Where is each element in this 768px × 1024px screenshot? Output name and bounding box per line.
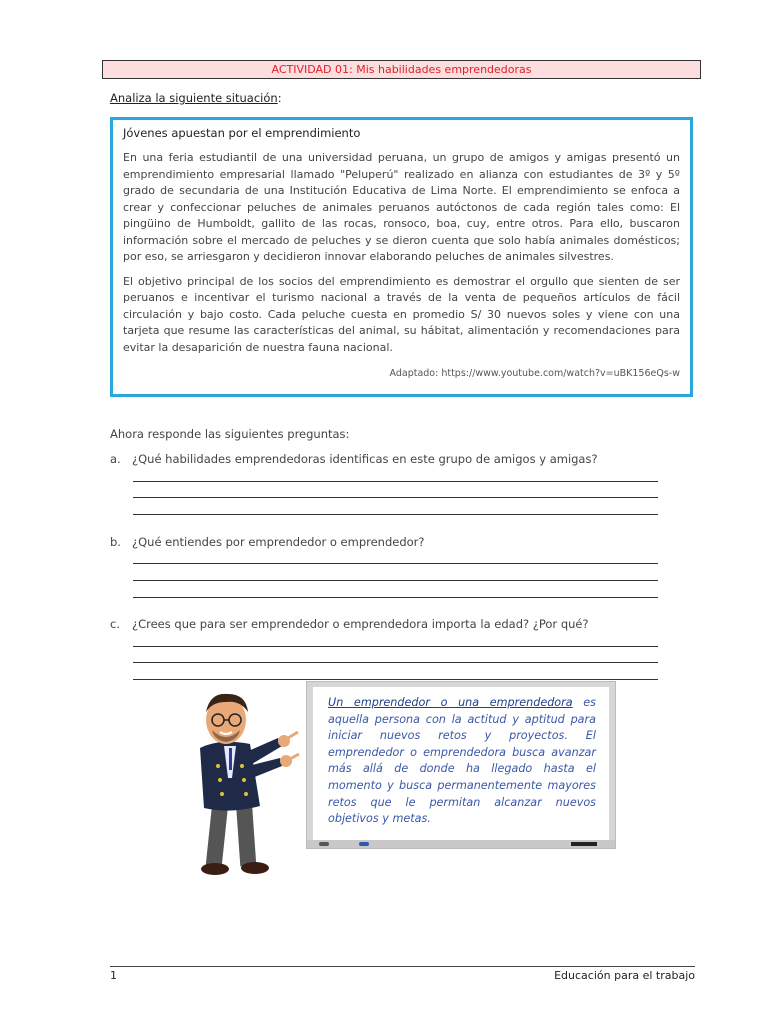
intro-instruction [110,91,282,105]
marker-icon [319,842,329,846]
page-number: 1 [110,969,117,982]
question-text: ¿Qué entiendes por emprendedor o emprendedor? [132,535,425,549]
answer-line[interactable] [133,646,658,647]
answer-line[interactable] [133,514,658,515]
course-name: Educación para el trabajo [554,969,695,982]
answer-line[interactable] [133,497,658,498]
question-text: ¿Crees que para ser emprendedor o emprendedora importa la edad? ¿Por qué? [132,617,589,631]
eraser-icon [571,842,597,846]
answer-line[interactable] [133,481,658,482]
question-letter: a. [110,452,121,466]
reading-paragraph-2: El objetivo principal de los socios del emprendimiento es demostrar el orgullo que sienten de ser peruanos e incentivar el turismo nacional a través de la venta de pequeños artículos de fácil circulación y bajo costo. Cada peluche cuesta en promedio S/ 30 nuevos soles y viene con una tarjeta que resume las características del animal, su hábitat, alimentación y recomendaciones para evitar la desaparición de nuestra fauna nacional. [123,274,680,354]
reading-source: Adaptado: https://www.youtube.com/watch?v=uBK156eQs-w [389,368,680,379]
marker-icon [359,842,369,846]
question-text: ¿Qué habilidades emprendedoras identificas en este grupo de amigos y amigas? [132,452,598,466]
question-a [110,452,598,466]
answer-line[interactable] [133,580,658,581]
intro-underlined: Analiza la siguiente situación [110,91,278,105]
answer-line[interactable] [133,597,658,598]
whiteboard-tray [307,840,615,848]
entrepreneur-definition [328,695,596,828]
reading-heading: Jóvenes apuestan por el emprendimiento [123,126,361,140]
reading-box [110,117,693,397]
questions-lead: Ahora responde las siguientes preguntas: [110,427,350,441]
whiteboard [306,681,616,849]
question-letter: c. [110,617,120,631]
answer-line[interactable] [133,662,658,663]
definition-body: es aquella persona con la actitud y aptitud para iniciar nuevos retos y proyectos. El emprendedor o emprendedora busca avanzar más allá de donde ha llegado hasta el momento y busca permanentemente mayores retos que le permitan alcanzar nuevos objetivos y metas. [328,696,596,826]
question-b [110,535,425,549]
teacher-avatar-illustration [160,686,300,881]
answer-line[interactable] [133,679,658,680]
question-letter: b. [110,535,121,549]
definition-term: Un emprendedor o una emprendedora [328,696,573,709]
activity-title: ACTIVIDAD 01: Mis habilidades emprendedoras [102,60,701,79]
reading-paragraph-1: En una feria estudiantil de una universidad peruana, un grupo de amigos y amigas presentó un emprendimiento empresarial llamado "Peluperú" realizado en alianza con estudiantes de 3º y 5º grado de secundaria de una Institución Educativa de Lima Norte. El emprendimiento se enfoca a crear y confeccionar peluches de animales peruanos autóctonos de cada región tales como: El pingüino de Humboldt, gallito de las rocas, ronsoco, boa, cuy, entre otros. Para ello, buscaron información sobre el mercado de peluches y se dieron cuenta que solo había animales domésticos; por eso, se arriesgaron y decidieron innovar elaborando peluches de animales silvestres. [123,151,680,263]
question-c [110,617,589,631]
intro-suffix: : [277,91,282,105]
answer-line[interactable] [133,563,658,564]
footer-divider [110,966,695,967]
